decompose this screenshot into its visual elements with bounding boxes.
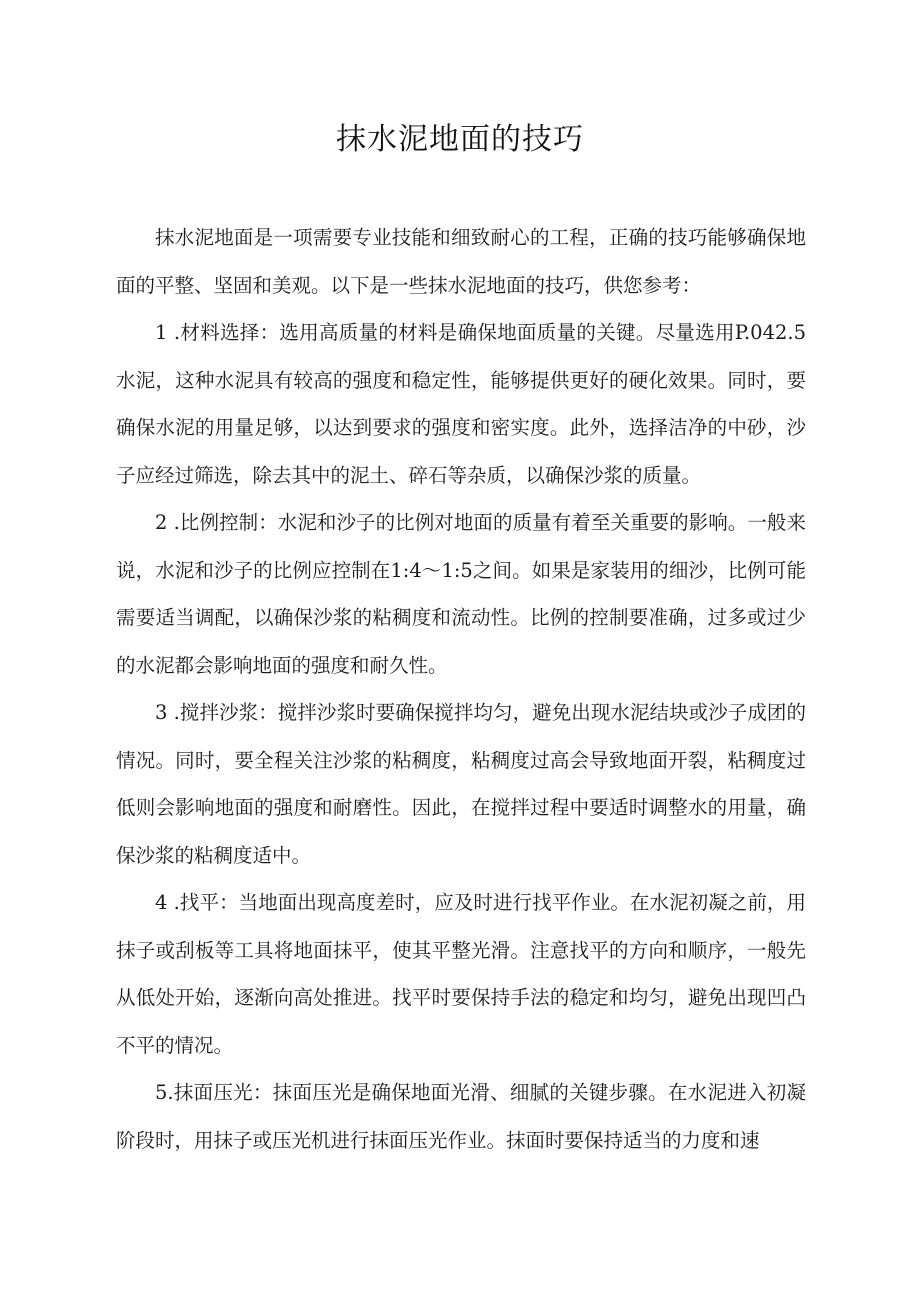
document-body — [116, 214, 806, 1164]
paragraph-trowel-finishing: 5.抹面压光：抹面压光是确保地面光滑、细腻的关键步骤。在水泥进入初凝阶段时，用抹子或压光机进行抹面压光作业。抹面时要保持适当的力度和速 — [116, 1081, 806, 1152]
intro-paragraph: 抹水泥地面是一项需要专业技能和细致耐心的工程，正确的技巧能够确保地面的平整、坚固和美观。以下是一些抹水泥地面的技巧，供您参考： — [116, 226, 806, 297]
paragraph-mixing-mortar: 3 .搅拌沙浆：搅拌沙浆时要确保搅拌均匀，避免出现水泥结块或沙子成团的情况。同时，要全程关注沙浆的粘稠度，粘稠度过高会导致地面开裂，粘稠度过低则会影响地面的强度和耐磨性。因此，在搅拌过程中要适时调整水的用量，确保沙浆的粘稠度适中。 — [116, 701, 806, 867]
paragraph-leveling: 4 .找平：当地面出现高度差时，应及时进行找平作业。在水泥初凝之前，用抹子或刮板等工具将地面抹平，使其平整光滑。注意找平的方向和顺序，一般先从低处开始，逐渐向高处推进。找平时要保持手法的稳定和均匀，避免出现凹凸不平的情况。 — [116, 891, 806, 1057]
paragraph-material-selection: 1 .材料选择：选用高质量的材料是确保地面质量的关键。尽量选用P.042.5水泥，这种水泥具有较高的强度和稳定性，能够提供更好的硬化效果。同时，要确保水泥的用量足够，以达到要求的强度和密实度。此外，选择洁净的中砂，沙子应经过筛选，除去其中的泥土、碎石等杂质，以确保沙浆的质量。 — [116, 321, 806, 487]
document-title: 抹水泥地面的技巧 — [336, 122, 584, 157]
paragraph-ratio-control: 2 .比例控制：水泥和沙子的比例对地面的质量有着至关重要的影响。一般来说，水泥和沙子的比例应控制在1:4～1:5之间。如果是家装用的细沙，比例可能需要适当调配，以确保沙浆的粘稠度和流动性。比例的控制要准确，过多或过少的水泥都会影响地面的强度和耐久性。 — [116, 511, 806, 677]
